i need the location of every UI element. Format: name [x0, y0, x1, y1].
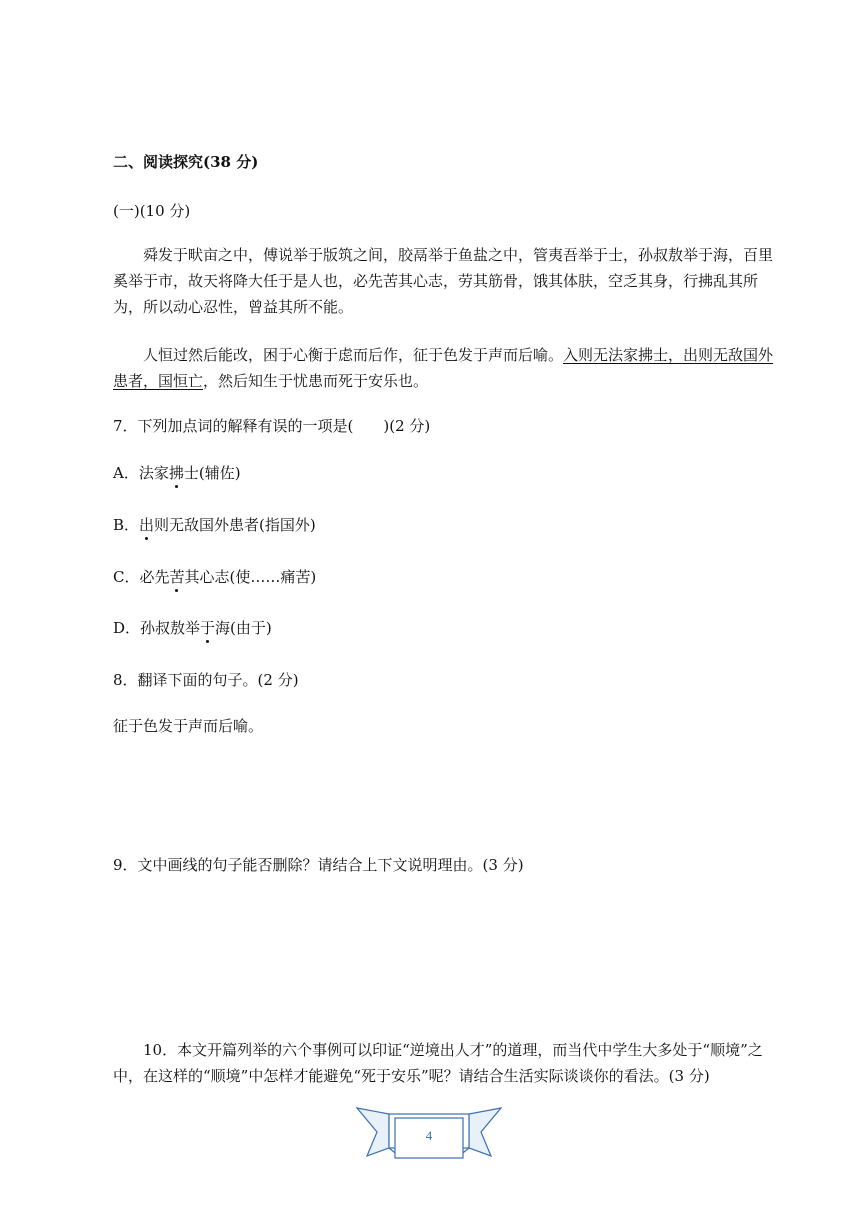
option-c-post: 其心志(使……痛苦)	[184, 568, 317, 586]
question-7-stem: 7．下列加点词的解释有误的一项是( )(2 分)	[113, 417, 431, 435]
option-a	[113, 463, 241, 483]
passage-p2-after: ，然后知生于忧患而死于安乐也。	[203, 372, 429, 390]
option-d	[113, 618, 272, 638]
passage-p2-before: 人恒过然后能改，困于心衡于虑而后作，征于色发于声而后喻。	[143, 346, 564, 364]
option-d-post: 海(由于)	[215, 619, 272, 637]
option-b-pre: B．	[113, 516, 140, 534]
question-8-sentence: 征于色发于声而后喻。	[113, 717, 264, 735]
option-b-post: 则无敌国外患者(指国外)	[154, 516, 316, 534]
part-label: (一)(10 分)	[113, 202, 191, 220]
underlined-sentence: 入则无法家拂士，出则无敌国外患者，国恒亡	[113, 346, 774, 390]
section-title: 二、阅读探究(38 分)	[113, 153, 259, 171]
question-10-stem: 10．本文开篇列举的六个事例可以印证“逆境出人才”的道理，而当代中学生大多处于“顺境”之中，在这样的“顺境”中怎样才能避免“死于安乐”呢？请结合生活实际谈谈你的看法。(3 分)	[113, 1041, 763, 1085]
option-d-pre: D．孙叔敖举	[113, 619, 201, 637]
option-a-pre: A．法家	[113, 464, 169, 482]
option-b-dotted-word: 出	[139, 516, 155, 534]
option-c-dotted-word: 苦	[169, 568, 185, 586]
question-9-stem: 9．文中画线的句子能否删除？请结合上下文说明理由。(3 分)	[113, 856, 524, 874]
option-b	[113, 515, 316, 535]
passage-paragraph-1: 舜发于畎亩之中，傅说举于版筑之间，胶鬲举于鱼盐之中，管夷吾举于士，孙叔敖举于海，百里奚举于市，故天将降大任于是人也，必先苦其心志，劳其筋骨，饿其体肤，空乏其身，行拂乱其所为，所以动心忍性，曾益其所不能。	[113, 246, 774, 316]
option-d-dotted-word: 于	[200, 619, 216, 637]
option-a-dotted-word: 拂	[168, 464, 184, 482]
option-c	[113, 567, 316, 587]
option-c-pre: C．必先	[113, 568, 170, 586]
question-8-stem: 8．翻译下面的句子。(2 分)	[113, 671, 299, 689]
passage-paragraph-2	[113, 342, 783, 394]
option-a-post: 士(辅佐)	[183, 464, 241, 482]
page-number-badge	[355, 1104, 503, 1164]
page-number: 4	[425, 1128, 433, 1143]
